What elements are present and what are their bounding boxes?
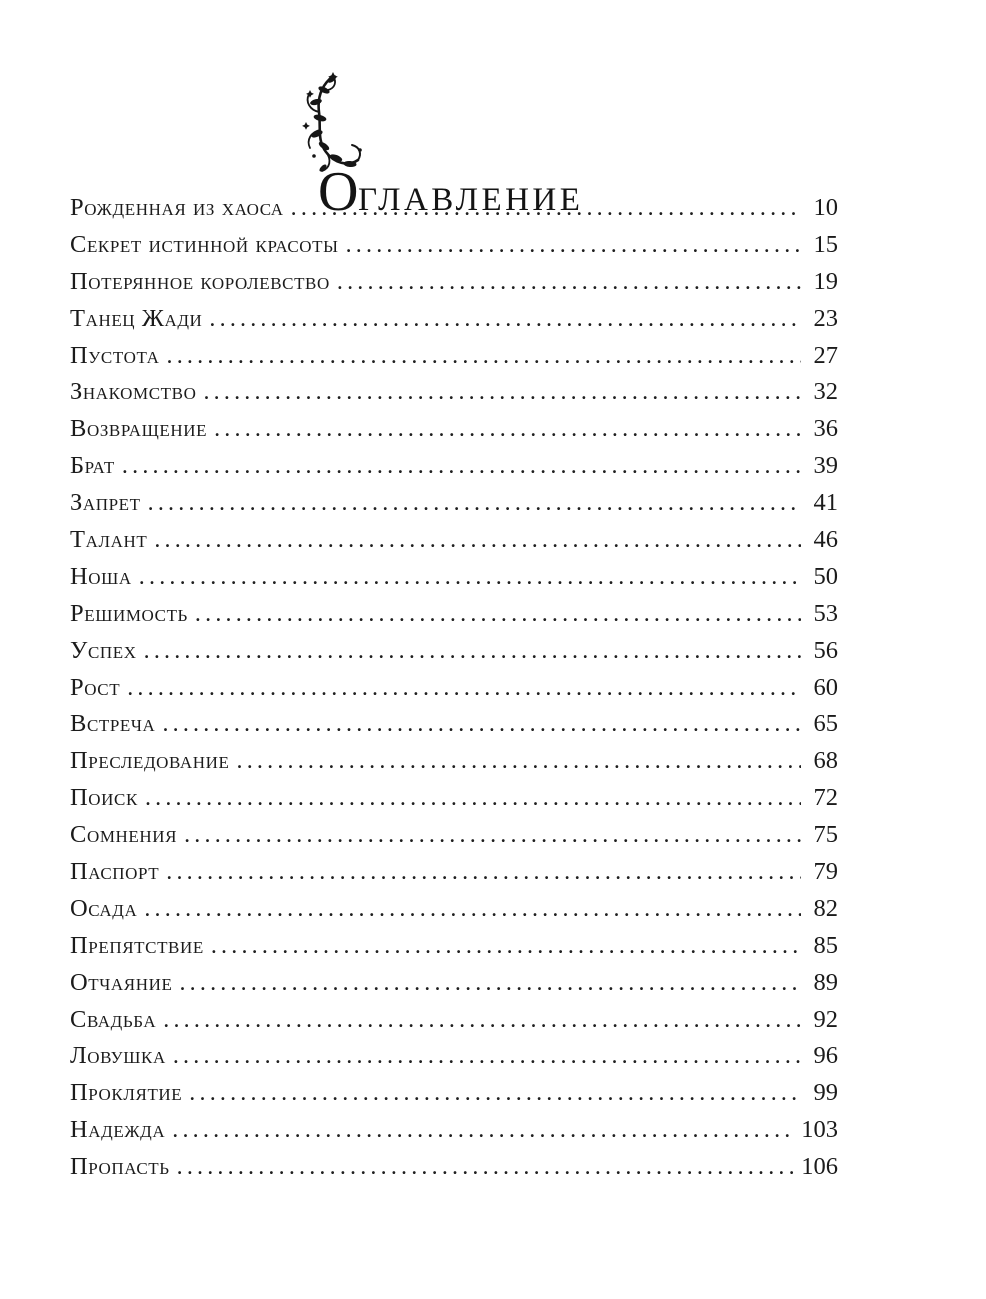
chapter-title: Талант [70, 526, 148, 554]
toc-row [70, 743, 838, 780]
dot-leader [209, 301, 801, 338]
chapter-title: Преследование [70, 747, 230, 775]
toc-row [70, 1149, 838, 1186]
toc-row [70, 1002, 838, 1039]
page-number: 99 [813, 1079, 838, 1107]
dot-leader [291, 190, 801, 227]
chapter-title: Препятствие [70, 931, 204, 959]
dot-leader [144, 891, 801, 928]
chapter-title: Отчаяние [70, 968, 173, 996]
dot-leader [189, 1075, 801, 1112]
toc-row [70, 227, 838, 264]
page-number: 27 [813, 341, 838, 369]
chapter-title: Знакомство [70, 378, 197, 406]
toc-row [70, 596, 838, 633]
page-number: 46 [813, 526, 838, 554]
page-number: 82 [813, 894, 838, 922]
dot-leader [163, 1002, 801, 1039]
chapter-title: Рост [70, 673, 121, 701]
page-number: 92 [813, 1005, 838, 1033]
chapter-title: Успех [70, 636, 137, 664]
toc-row [70, 374, 838, 411]
chapter-title: Паспорт [70, 858, 160, 886]
chapter-title: Запрет [70, 489, 141, 517]
toc-row [70, 1038, 838, 1075]
page-number: 89 [813, 968, 838, 996]
title-drop-cap: О [318, 161, 359, 223]
toc-row [70, 854, 838, 891]
toc-row [70, 780, 838, 817]
page-number: 19 [813, 267, 838, 295]
toc-row [70, 190, 838, 227]
toc-list [70, 190, 838, 1186]
dot-leader [144, 633, 801, 670]
page-number: 79 [813, 858, 838, 886]
toc-row [70, 928, 838, 965]
dot-leader [167, 338, 801, 375]
page-number: 75 [813, 821, 838, 849]
page-number: 23 [813, 304, 838, 332]
chapter-title: Потерянное королевство [70, 267, 330, 295]
dot-leader [173, 1038, 801, 1075]
toc-row [70, 1112, 838, 1149]
chapter-title: Сомнения [70, 821, 178, 849]
toc-row [70, 965, 838, 1002]
toc-row [70, 264, 838, 301]
page-number: 32 [813, 378, 838, 406]
chapter-title: Пропасть [70, 1153, 170, 1181]
chapter-title: Возвращение [70, 415, 208, 443]
toc-row [70, 633, 838, 670]
page-number: 60 [813, 673, 838, 701]
toc-row [70, 817, 838, 854]
page-number: 10 [813, 194, 838, 221]
dot-leader [177, 1149, 795, 1186]
page-number: 41 [813, 489, 838, 517]
toc-row [70, 559, 838, 596]
page-number: 50 [813, 562, 838, 590]
page-number: 15 [813, 230, 838, 258]
dot-leader [211, 928, 801, 965]
page-number: 39 [813, 452, 838, 480]
dot-leader [154, 522, 801, 559]
floral-flourish-icon [296, 70, 366, 174]
chapter-title: Ноша [70, 562, 132, 590]
page-number: 36 [813, 415, 838, 443]
page-number: 106 [801, 1153, 838, 1181]
dot-leader [162, 706, 801, 743]
page-number: 96 [813, 1042, 838, 1070]
title-text: ГЛАВЛЕНИЕ [358, 182, 584, 218]
page-number: 65 [813, 710, 838, 738]
dot-leader [203, 374, 801, 411]
toc-row [70, 411, 838, 448]
page-number: 85 [813, 931, 838, 959]
toc-row [70, 891, 838, 928]
chapter-title: Рожденная из хаоса [70, 194, 284, 221]
chapter-title: Брат [70, 452, 115, 480]
chapter-title: Свадьба [70, 1005, 157, 1033]
page-number: 56 [813, 636, 838, 664]
chapter-title: Надежда [70, 1116, 166, 1144]
toc-row [70, 301, 838, 338]
dot-leader [172, 1112, 794, 1149]
dot-leader [145, 780, 801, 817]
page-number: 53 [813, 599, 838, 627]
toc-row [70, 670, 838, 707]
chapter-title: Пустота [70, 341, 160, 369]
dot-leader [148, 485, 801, 522]
chapter-title: Ловушка [70, 1042, 166, 1070]
chapter-title: Поиск [70, 784, 138, 812]
toc-row [70, 522, 838, 559]
dot-leader [139, 559, 801, 596]
page-title [296, 68, 696, 223]
dot-leader [237, 743, 801, 780]
toc-row [70, 448, 838, 485]
chapter-title: Проклятие [70, 1079, 183, 1107]
dot-leader [166, 854, 801, 891]
chapter-title: Встреча [70, 710, 156, 738]
dot-leader [179, 965, 801, 1002]
chapter-title: Секрет истинной красоты [70, 230, 339, 258]
dot-leader [122, 448, 801, 485]
dot-leader [184, 817, 801, 854]
dot-leader [214, 411, 801, 448]
chapter-title: Танец Жади [70, 304, 203, 332]
dot-leader [337, 264, 801, 301]
toc-row [70, 485, 838, 522]
chapter-title: Решимость [70, 599, 188, 627]
chapter-title: Осада [70, 894, 138, 922]
page-number: 72 [813, 784, 838, 812]
toc-row [70, 706, 838, 743]
dot-leader [346, 227, 801, 264]
toc-row [70, 1075, 838, 1112]
page-number: 68 [813, 747, 838, 775]
dot-leader [195, 596, 801, 633]
toc-row [70, 338, 838, 375]
page-number: 103 [801, 1116, 838, 1144]
dot-leader [127, 670, 801, 707]
